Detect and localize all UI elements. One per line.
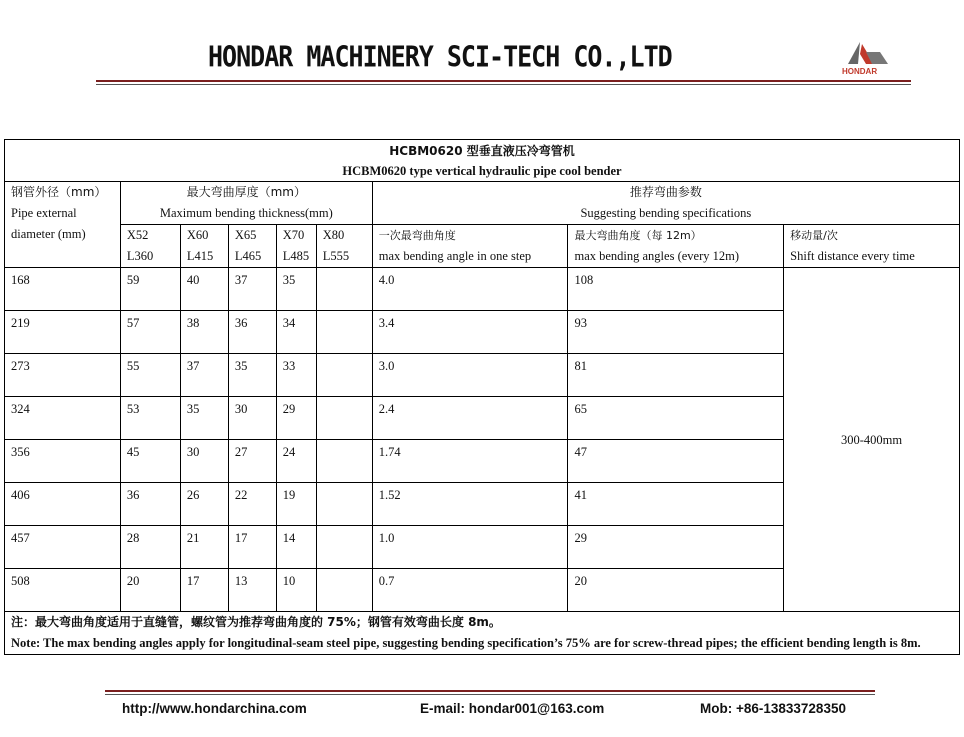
spec-header-en: Suggesting bending specifications: [580, 206, 752, 220]
cell-x52: 28: [120, 526, 180, 569]
cell-x65: 30: [228, 397, 276, 440]
cell-d: 273: [5, 354, 121, 397]
cell-x70: 33: [276, 354, 316, 397]
cell-x60: 37: [180, 354, 228, 397]
cell-one: 2.4: [372, 397, 568, 440]
cell-x60: 38: [180, 311, 228, 354]
company-name: HONDAR MACHINERY SCI-TECH CO.,LTD: [208, 40, 672, 74]
footer-rule-thin: [105, 694, 875, 695]
cell-one: 4.0: [372, 268, 568, 311]
cell-one: 3.4: [372, 311, 568, 354]
grade-x70: X70 L485: [276, 225, 316, 268]
cell-every: 29: [568, 526, 784, 569]
cell-x60: 30: [180, 440, 228, 483]
cell-one: 1.0: [372, 526, 568, 569]
cell-one: 3.0: [372, 354, 568, 397]
cell-x65: 13: [228, 569, 276, 612]
website-link[interactable]: http://www.hondarchina.com: [122, 701, 307, 716]
grade-x65: X65 L465: [228, 225, 276, 268]
cell-x65: 17: [228, 526, 276, 569]
cell-d: 457: [5, 526, 121, 569]
cell-one: 1.52: [372, 483, 568, 526]
cell-one: 1.74: [372, 440, 568, 483]
spec-one-step-header: 一次最弯曲角度 max bending angle in one step: [372, 225, 568, 268]
cell-d: 508: [5, 569, 121, 612]
spec-table: [4, 139, 960, 655]
cell-x70: 35: [276, 268, 316, 311]
spec-shift-header: 移动量/次 Shift distance every time: [784, 225, 960, 268]
cell-x65: 35: [228, 354, 276, 397]
mobile-text: Mob: +86-13833728350: [700, 701, 846, 716]
cell-x52: 55: [120, 354, 180, 397]
footer-rule: [105, 690, 875, 692]
header-rule: [96, 80, 911, 82]
cell-x52: 20: [120, 569, 180, 612]
grade-x80: X80 L555: [316, 225, 372, 268]
cell-x65: 36: [228, 311, 276, 354]
cell-x52: 57: [120, 311, 180, 354]
cell-x70: 29: [276, 397, 316, 440]
cell-x80: [316, 268, 372, 311]
cell-x70: 14: [276, 526, 316, 569]
cell-x52: 59: [120, 268, 180, 311]
cell-every: 65: [568, 397, 784, 440]
table-title-cn: HCBM0620 型垂直液压冷弯管机: [389, 144, 575, 158]
grade-x52: X52 L360: [120, 225, 180, 268]
cell-every: 20: [568, 569, 784, 612]
cell-x80: [316, 526, 372, 569]
cell-x60: 26: [180, 483, 228, 526]
cell-x52: 36: [120, 483, 180, 526]
grade-x60: X60 L415: [180, 225, 228, 268]
note-en: Note: The max bending angles apply for longitudinal-seam steel pipe, suggesting bending specification’s 75% are for screw-thread pipes; the efficient bending length is 8m.: [11, 636, 921, 650]
cell-x80: [316, 354, 372, 397]
cell-x52: 53: [120, 397, 180, 440]
header-row-2: [5, 225, 960, 268]
spec-header-cn: 推荐弯曲参数: [629, 185, 702, 199]
cell-x80: [316, 311, 372, 354]
cell-every: 41: [568, 483, 784, 526]
cell-d: 219: [5, 311, 121, 354]
cell-d: 168: [5, 268, 121, 311]
cell-x65: 37: [228, 268, 276, 311]
thickness-header-cn: 最大弯曲厚度（mm）: [186, 185, 306, 199]
logo-text: HONDAR: [842, 67, 878, 76]
cell-x70: 34: [276, 311, 316, 354]
cell-every: 81: [568, 354, 784, 397]
cell-x60: 40: [180, 268, 228, 311]
cell-d: 324: [5, 397, 121, 440]
note-row: [5, 612, 960, 655]
cell-x80: [316, 483, 372, 526]
diameter-header-en-2: diameter (mm): [11, 227, 86, 241]
table-row: [5, 268, 960, 311]
cell-x80: [316, 397, 372, 440]
cell-x80: [316, 440, 372, 483]
cell-every: 47: [568, 440, 784, 483]
cell-x70: 19: [276, 483, 316, 526]
cell-x60: 21: [180, 526, 228, 569]
cell-d: 356: [5, 440, 121, 483]
cell-every: 108: [568, 268, 784, 311]
header-rule-thin: [96, 84, 911, 85]
cell-x70: 24: [276, 440, 316, 483]
cell-d: 406: [5, 483, 121, 526]
cell-every: 93: [568, 311, 784, 354]
cell-x65: 22: [228, 483, 276, 526]
cell-x52: 45: [120, 440, 180, 483]
header-row-1: [5, 182, 960, 225]
thickness-header-en: Maximum bending thickness(mm): [159, 206, 333, 220]
diameter-header-en-1: Pipe external: [11, 206, 77, 220]
cell-x65: 27: [228, 440, 276, 483]
cell-x60: 35: [180, 397, 228, 440]
table-title-en: HCBM0620 type vertical hydraulic pipe cool bender: [342, 164, 622, 178]
shift-distance-value: 300-400mm: [784, 268, 960, 612]
table-title-row: [5, 140, 960, 182]
cell-one: 0.7: [372, 569, 568, 612]
diameter-header-cn: 钢管外径（mm）: [11, 185, 107, 199]
note-cn: 注：最大弯曲角度适用于直缝管，螺纹管为推荐弯曲角度的 75%；钢管有效弯曲长度 8m。: [11, 615, 501, 629]
cell-x80: [316, 569, 372, 612]
spec-12m-header: 最大弯曲角度（每 12m） max bending angles (every 12m): [568, 225, 784, 268]
email-text: E-mail: hondar001@163.com: [420, 701, 605, 716]
cell-x70: 10: [276, 569, 316, 612]
cell-x60: 17: [180, 569, 228, 612]
